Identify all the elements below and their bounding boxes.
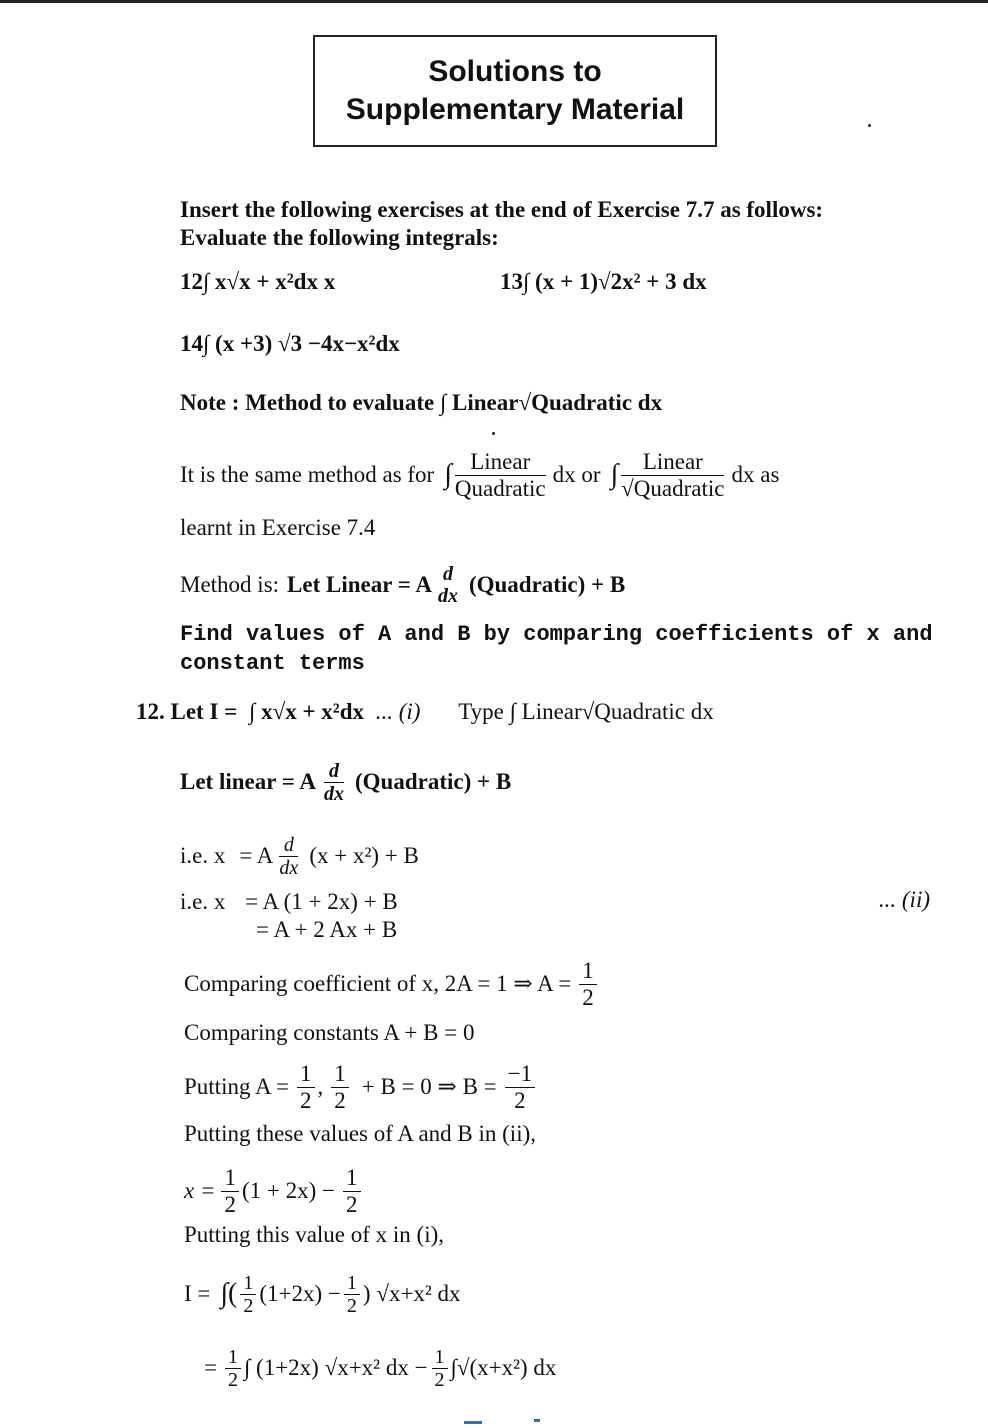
- integral-expression: ∫ x√x + x²dx: [249, 699, 364, 724]
- exercise-14: 14∫ (x +3) √3 −4x−x²dx: [180, 331, 400, 356]
- same-method-line: [180, 443, 779, 507]
- scan-artifact: [464, 1421, 482, 1424]
- numerator: 1: [579, 958, 597, 985]
- title-box: [313, 35, 717, 147]
- denominator: 2: [434, 1368, 445, 1391]
- fraction-one-half: [221, 1165, 239, 1218]
- let-linear-line: [180, 750, 511, 814]
- derivative-operator: [324, 760, 344, 805]
- derivative-dx: dx: [323, 782, 344, 805]
- let-i-text: Let I =: [170, 699, 238, 724]
- find-line-1: Find values of A and B by comparing coefficients of x and: [180, 622, 933, 647]
- denominator-sqrt-quadratic: √Quadratic: [621, 475, 725, 501]
- i-expansion-line: [204, 1336, 556, 1400]
- fraction-one-half: [225, 1346, 241, 1391]
- x-eq-text: x =: [184, 1178, 216, 1203]
- i-eq-text: I =: [184, 1281, 211, 1306]
- ie-expr-2: = A (1 + 2x) + B: [245, 889, 398, 914]
- exercise-12: 12∫ x√x + x²dx x: [180, 269, 336, 294]
- fraction-one-half: [432, 1346, 448, 1391]
- denominator: 2: [346, 1294, 357, 1317]
- title-line-2: Supplementary Material: [345, 93, 685, 126]
- denominator: 2: [300, 1087, 312, 1113]
- putting-mid-text: + B = 0 ⇒ B =: [361, 1074, 497, 1099]
- derivative-d: d: [279, 834, 298, 857]
- i-integral-open: ∫(: [220, 1278, 238, 1309]
- ie-line-1: [180, 826, 419, 886]
- dx-or-text: dx or: [552, 462, 601, 487]
- integral-sign: ∫: [444, 459, 452, 490]
- putting-a-line: Putting A = $\frac{1}{2}$ , $\frac{1}{2}$ + B = 0 ⇒ B = $\frac{-1}{2}$: [184, 1056, 538, 1118]
- compare-coefficient-text: Comparing coefficient of x, 2A = 1 ⇒ A =: [184, 971, 572, 996]
- let-linear-text: Let linear = A: [180, 769, 316, 794]
- ie-label-2: i.e. x: [180, 889, 226, 914]
- equation-tag-i: ... (i): [375, 699, 421, 724]
- putting-x-line: Putting this value of x in (i),: [184, 1222, 445, 1247]
- eq2-tail-text: ∫√(x+x²) dx: [450, 1355, 557, 1380]
- numerator: 1: [344, 1272, 360, 1295]
- fraction-one-half: [343, 1165, 361, 1218]
- derivative-d: d: [324, 760, 344, 783]
- title-line-1: Solutions to: [428, 55, 602, 88]
- numerator: 1: [225, 1346, 241, 1369]
- ie-suffix-1: (x + x²) + B: [309, 843, 419, 868]
- ie-label-1: i.e. x: [180, 843, 226, 868]
- dx-as-text: dx as: [731, 462, 780, 487]
- fraction-one-half: [579, 958, 597, 1011]
- numerator-linear: Linear: [621, 449, 724, 476]
- denominator: 2: [582, 984, 594, 1010]
- denominator: 2: [224, 1191, 236, 1217]
- method-let-linear: Let Linear = A: [287, 572, 432, 597]
- denominator: 2: [334, 1087, 346, 1113]
- eq2-text: =: [204, 1355, 217, 1380]
- fraction-linear-quadratic: [455, 449, 546, 502]
- method-suffix: (Quadratic) + B: [468, 572, 626, 597]
- compare-constants-line: Comparing constants A + B = 0: [184, 1020, 475, 1045]
- i-tail-text: ) √x+x² dx: [362, 1281, 461, 1306]
- let-linear-suffix: (Quadratic) + B: [354, 769, 512, 794]
- method-prefix: Method is:: [180, 572, 280, 597]
- denominator: 2: [243, 1294, 254, 1317]
- solution-number: 12.: [136, 699, 165, 724]
- learnt-line: learnt in Exercise 7.4: [180, 515, 376, 540]
- type-expression: ∫ Linear√Quadratic dx: [509, 699, 714, 724]
- note-line: [180, 389, 662, 417]
- denominator-quadratic: Quadratic: [454, 475, 546, 501]
- fraction-one-half: [344, 1272, 360, 1317]
- numerator: 1: [297, 1061, 315, 1088]
- numerator: 1: [221, 1165, 239, 1192]
- same-method-prefix: It is the same method as for: [180, 462, 435, 487]
- method-line: [180, 555, 625, 615]
- ie-line-3: = A + 2 Ax + B: [256, 917, 398, 942]
- find-line-2: constant terms: [180, 651, 365, 676]
- ie-expr-1: = A: [239, 843, 274, 868]
- integral-sign: ∫: [610, 459, 619, 490]
- numerator-linear: Linear: [455, 449, 546, 476]
- derivative-d: d: [442, 563, 453, 585]
- fraction-neg-one-half: [505, 1061, 535, 1114]
- derivative-operator: [438, 563, 458, 607]
- solution-12-header: [136, 698, 714, 726]
- putting-values-line: Putting these values of A and B in (ii),: [184, 1121, 536, 1146]
- i-equation-line: [184, 1262, 461, 1326]
- numerator: 1: [432, 1346, 448, 1369]
- numerator: 1: [240, 1272, 256, 1295]
- ie-line-2: [180, 888, 398, 916]
- numerator: 1: [343, 1165, 361, 1192]
- fraction-one-half: [240, 1272, 256, 1317]
- note-expression: ∫ Linear√Quadratic dx: [439, 390, 663, 415]
- denominator: 2: [346, 1191, 358, 1217]
- numerator: −1: [505, 1061, 535, 1088]
- eq2-mid-text: ∫ (1+2x) √x+x² dx −: [243, 1355, 428, 1380]
- derivative-dx: dx: [279, 856, 299, 879]
- denominator: 2: [514, 1087, 526, 1113]
- fraction-one-half: [297, 1061, 315, 1114]
- scan-artifact: [534, 1419, 540, 1422]
- speck: [492, 432, 495, 435]
- putting-a-text: Putting A =: [184, 1074, 290, 1099]
- denominator: 2: [227, 1368, 238, 1391]
- type-label: Type: [458, 699, 504, 724]
- fraction-one-half: [331, 1061, 349, 1114]
- equation-tag-ii: ... (ii): [878, 887, 930, 912]
- intro-line-1: Insert the following exercises at the end of Exercise 7.7 as follows:: [180, 197, 824, 222]
- x-mid-text: (1 + 2x) −: [241, 1178, 335, 1203]
- top-rule: [0, 0, 988, 3]
- intro-line-2: Evaluate the following integrals:: [180, 225, 499, 250]
- compare-coefficient-line: [184, 952, 600, 1016]
- x-equation-line: [184, 1160, 364, 1222]
- fraction-linear-sqrt-quadratic: [621, 449, 724, 502]
- speck: [868, 124, 871, 127]
- derivative-operator: [279, 834, 298, 879]
- derivative-dx: dx: [437, 585, 458, 607]
- note-label: Note : Method to evaluate: [180, 390, 435, 415]
- i-inner-text: (1+2x) −: [259, 1281, 341, 1306]
- numerator: 1: [331, 1061, 349, 1088]
- exercise-13: 13∫ (x + 1)√2x² + 3 dx: [500, 269, 707, 294]
